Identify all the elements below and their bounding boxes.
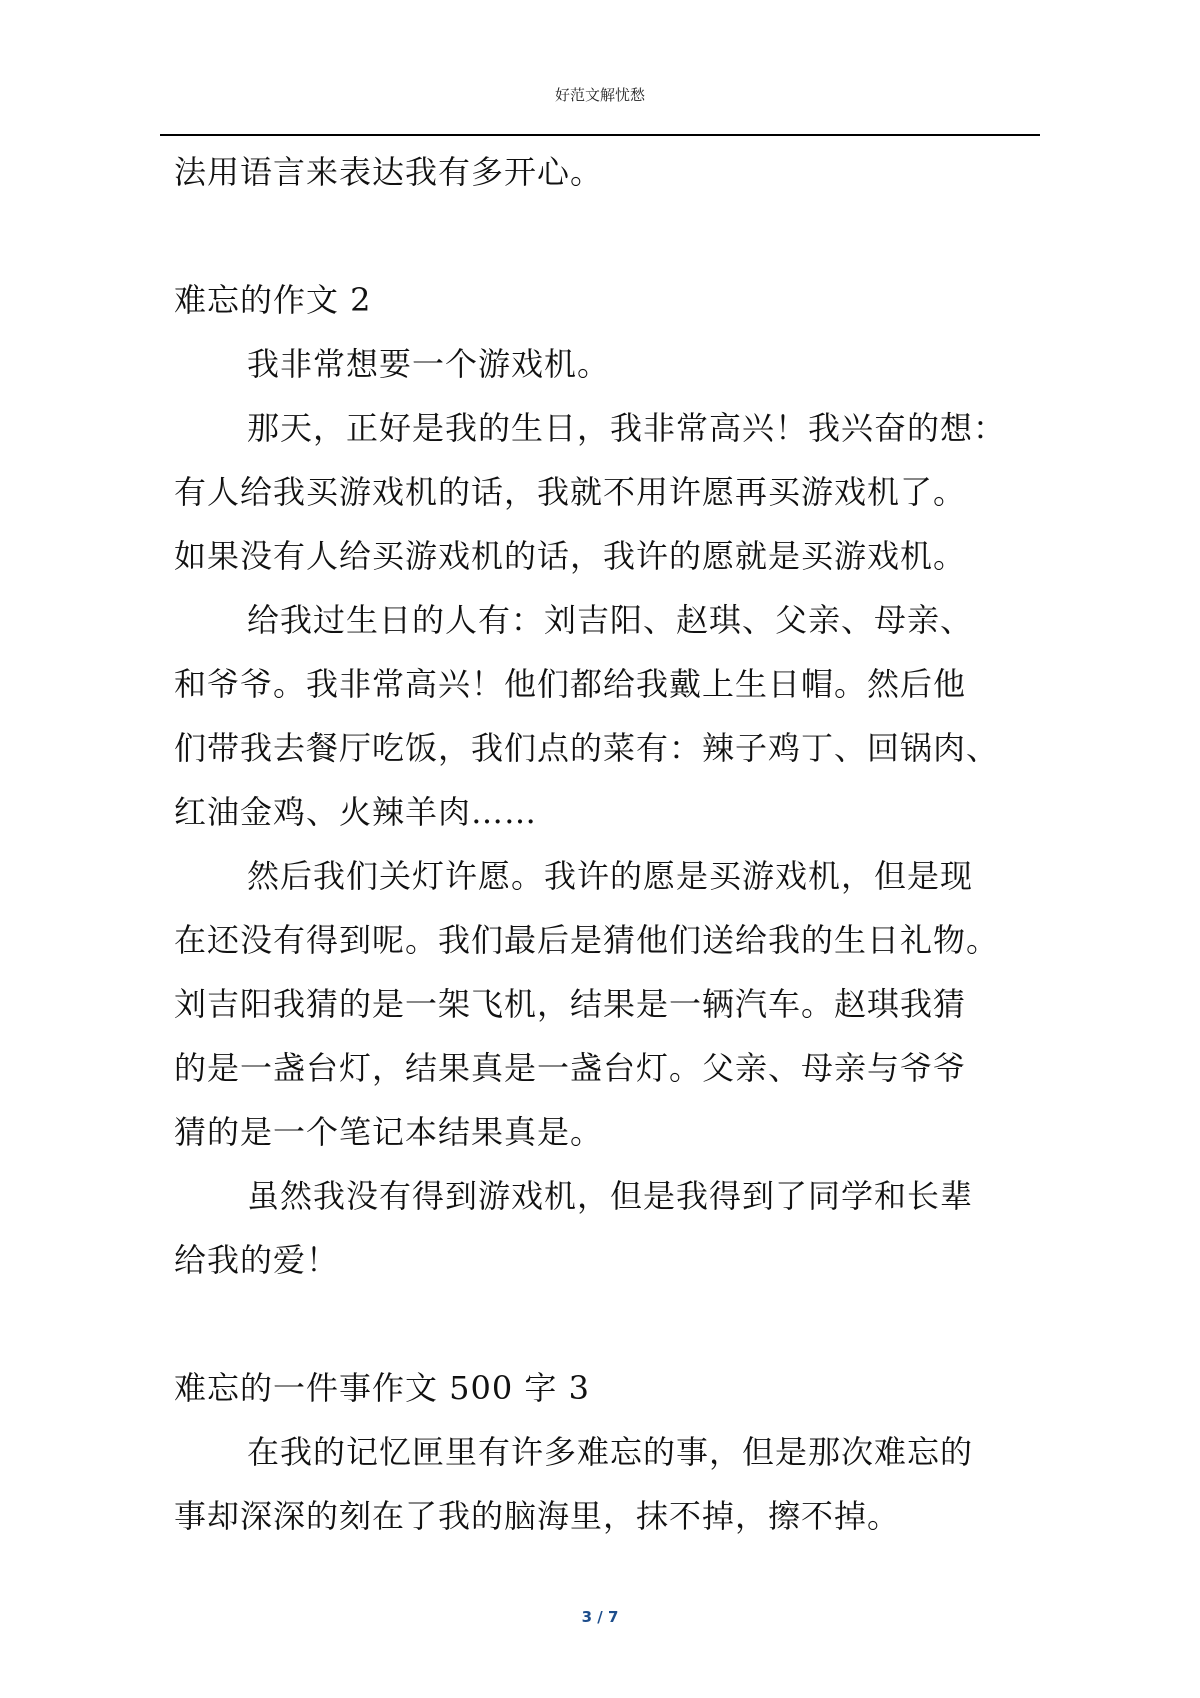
page-indicator: 3 / 7 xyxy=(581,1608,619,1626)
essay-2-line: 给我过生日的人有：刘吉阳、赵琪、父亲、母亲、 xyxy=(247,601,974,639)
essay-2-heading: 难忘的作文 2 xyxy=(174,281,372,319)
essay-2-line: 然后我们关灯许愿。我许的愿是买游戏机，但是现 xyxy=(247,857,974,895)
essay-2-line: 给我的爱！ xyxy=(174,1241,340,1279)
essay-2-line: 如果没有人给买游戏机的话，我许的愿就是买游戏机。 xyxy=(174,537,967,575)
essay-2-line: 红油金鸡、火辣羊肉…… xyxy=(174,793,538,831)
essay-2-line: 刘吉阳我猜的是一架飞机，结果是一辆汽车。赵琪我猜 xyxy=(174,985,967,1023)
essay-2-line: 的是一盏台灯，结果真是一盏台灯。父亲、母亲与爷爷 xyxy=(174,1049,967,1087)
header-divider xyxy=(160,134,1040,136)
essay-3-line: 在我的记忆匣里有许多难忘的事，但是那次难忘的 xyxy=(247,1433,974,1471)
blank-line xyxy=(174,1292,1054,1356)
essay-2-line: 在还没有得到呢。我们最后是猜他们送给我的生日礼物。 xyxy=(174,921,1000,959)
essay-2-line: 我非常想要一个游戏机。 xyxy=(247,345,611,383)
essay-3-heading: 难忘的一件事作文 500 字 3 xyxy=(174,1369,590,1407)
essay-2-line: 有人给我买游戏机的话，我就不用许愿再买游戏机了。 xyxy=(174,473,967,511)
document-body xyxy=(174,140,1054,1548)
essay-2-line: 猜的是一个笔记本结果真是。 xyxy=(174,1113,604,1151)
essay-3-line: 事却深深的刻在了我的脑海里，抹不掉，擦不掉。 xyxy=(174,1497,901,1535)
essay-2-line: 和爷爷。我非常高兴！他们都给我戴上生日帽。然后他 xyxy=(174,665,967,703)
paragraph-continuation: 法用语言来表达我有多开心。 xyxy=(174,153,604,191)
essay-2-line: 虽然我没有得到游戏机，但是我得到了同学和长辈 xyxy=(247,1177,974,1215)
essay-2-line: 那天，正好是我的生日，我非常高兴！我兴奋的想： xyxy=(247,409,1007,447)
essay-2-line: 们带我去餐厅吃饭，我们点的菜有：辣子鸡丁、回锅肉、 xyxy=(174,729,1000,767)
blank-line xyxy=(174,204,1054,268)
page-header-title: 好范文解忧愁 xyxy=(554,86,645,104)
